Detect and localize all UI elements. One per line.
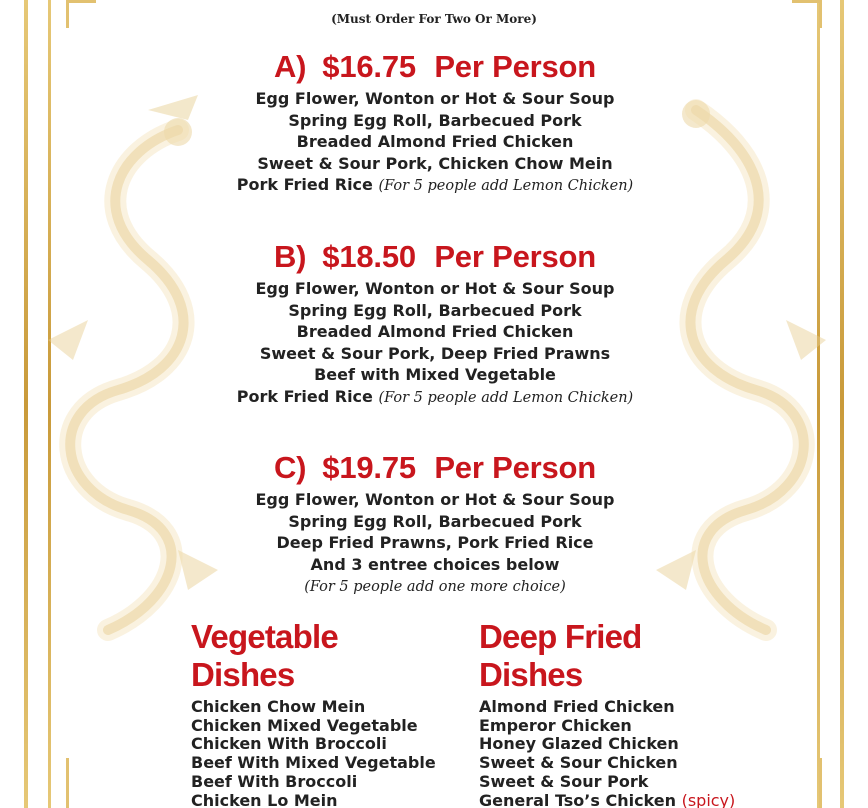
vegetable-title-line2: Dishes bbox=[191, 656, 295, 693]
dinner-set-c bbox=[150, 449, 720, 599]
deep-fried-item: Sweet & Sour Chicken bbox=[479, 753, 678, 773]
set-b-last-item bbox=[150, 386, 720, 410]
deep-fried-item: Emperor Chicken bbox=[479, 715, 632, 735]
spicy-label: (spicy) bbox=[681, 790, 736, 808]
vegetable-item: Chicken Lo Mein bbox=[191, 790, 338, 808]
set-b-title bbox=[150, 238, 720, 276]
frame-corner-bottom-right bbox=[779, 758, 822, 808]
deep-fried-item: Sweet & Sour Pork bbox=[479, 771, 649, 791]
dinner-set-a bbox=[150, 48, 720, 198]
set-a-last-item bbox=[150, 174, 720, 198]
set-a-item: Sweet & Sour Pork, Chicken Chow Mein bbox=[257, 153, 613, 173]
set-a-item: Spring Egg Roll, Barbecued Pork bbox=[288, 110, 582, 130]
deep-fried-title-line1: Deep Fried bbox=[479, 618, 642, 655]
set-b-last-item-text: Pork Fried Rice bbox=[236, 386, 373, 406]
set-c-item: Deep Fried Prawns, Pork Fried Rice bbox=[276, 533, 594, 552]
set-a-per-person: Per Person bbox=[434, 49, 597, 84]
dinner-set-b bbox=[150, 238, 720, 409]
deep-fried-title-line2: Dishes bbox=[479, 656, 583, 693]
set-a-title bbox=[150, 48, 720, 86]
vegetable-item: Chicken Chow Mein bbox=[191, 697, 366, 716]
deep-fried-last-item bbox=[479, 792, 779, 808]
deep-fried-item: Almond Fried Chicken bbox=[479, 697, 675, 716]
vegetable-item: Beef With Broccoli bbox=[191, 771, 358, 791]
set-c-letter: C) bbox=[273, 450, 307, 485]
set-b-item: Egg Flower, Wonton or Hot & Sour Soup bbox=[255, 279, 615, 298]
deep-fried-last-item-text: General Tso’s Chicken bbox=[479, 790, 676, 808]
set-b-item: Sweet & Sour Pork, Deep Fried Prawns bbox=[259, 343, 611, 363]
set-b-addon: (For 5 people add Lemon Chicken) bbox=[378, 389, 634, 406]
set-b-item: Spring Egg Roll, Barbecued Pork bbox=[288, 300, 582, 320]
set-c-addon: (For 5 people add one more choice) bbox=[304, 579, 566, 595]
set-c-per-person: Per Person bbox=[434, 450, 597, 485]
set-c-item: And 3 entree choices below bbox=[310, 554, 560, 574]
set-b-letter: B) bbox=[273, 239, 307, 274]
vegetable-dishes-section bbox=[191, 618, 491, 808]
set-a-price: $16.75 bbox=[322, 49, 416, 84]
deep-fried-dishes-section bbox=[479, 618, 779, 808]
deep-fried-dishes-title bbox=[479, 618, 779, 694]
set-a-letter: A) bbox=[273, 49, 307, 84]
set-c-item: Spring Egg Roll, Barbecued Pork bbox=[288, 511, 582, 531]
vegetable-item: Beef With Mixed Vegetable bbox=[191, 753, 436, 773]
set-a-item: Breaded Almond Fried Chicken bbox=[296, 132, 574, 151]
deep-fried-item: Honey Glazed Chicken bbox=[479, 734, 679, 754]
set-b-per-person: Per Person bbox=[434, 239, 597, 274]
set-c-addon-line bbox=[150, 575, 720, 599]
vegetable-item: Chicken With Broccoli bbox=[191, 734, 387, 754]
vegetable-item: Chicken Mixed Vegetable bbox=[191, 715, 418, 735]
order-note: (Must Order For Two Or More) bbox=[331, 12, 537, 26]
set-c-item: Egg Flower, Wonton or Hot & Sour Soup bbox=[255, 490, 615, 509]
set-a-addon: (For 5 people add Lemon Chicken) bbox=[378, 178, 634, 194]
set-c-price: $19.75 bbox=[322, 450, 416, 485]
set-b-item: Beef with Mixed Vegetable bbox=[314, 365, 556, 384]
frame-corner-bottom-left bbox=[66, 758, 109, 808]
set-b-item: Breaded Almond Fried Chicken bbox=[296, 322, 574, 341]
set-a-item: Egg Flower, Wonton or Hot & Sour Soup bbox=[255, 89, 615, 108]
vegetable-dishes-title bbox=[191, 618, 491, 694]
set-a-last-item-text: Pork Fried Rice bbox=[236, 175, 373, 194]
set-b-price: $18.50 bbox=[322, 239, 416, 274]
set-c-title bbox=[150, 449, 720, 487]
vegetable-title-line1: Vegetable bbox=[191, 618, 338, 655]
